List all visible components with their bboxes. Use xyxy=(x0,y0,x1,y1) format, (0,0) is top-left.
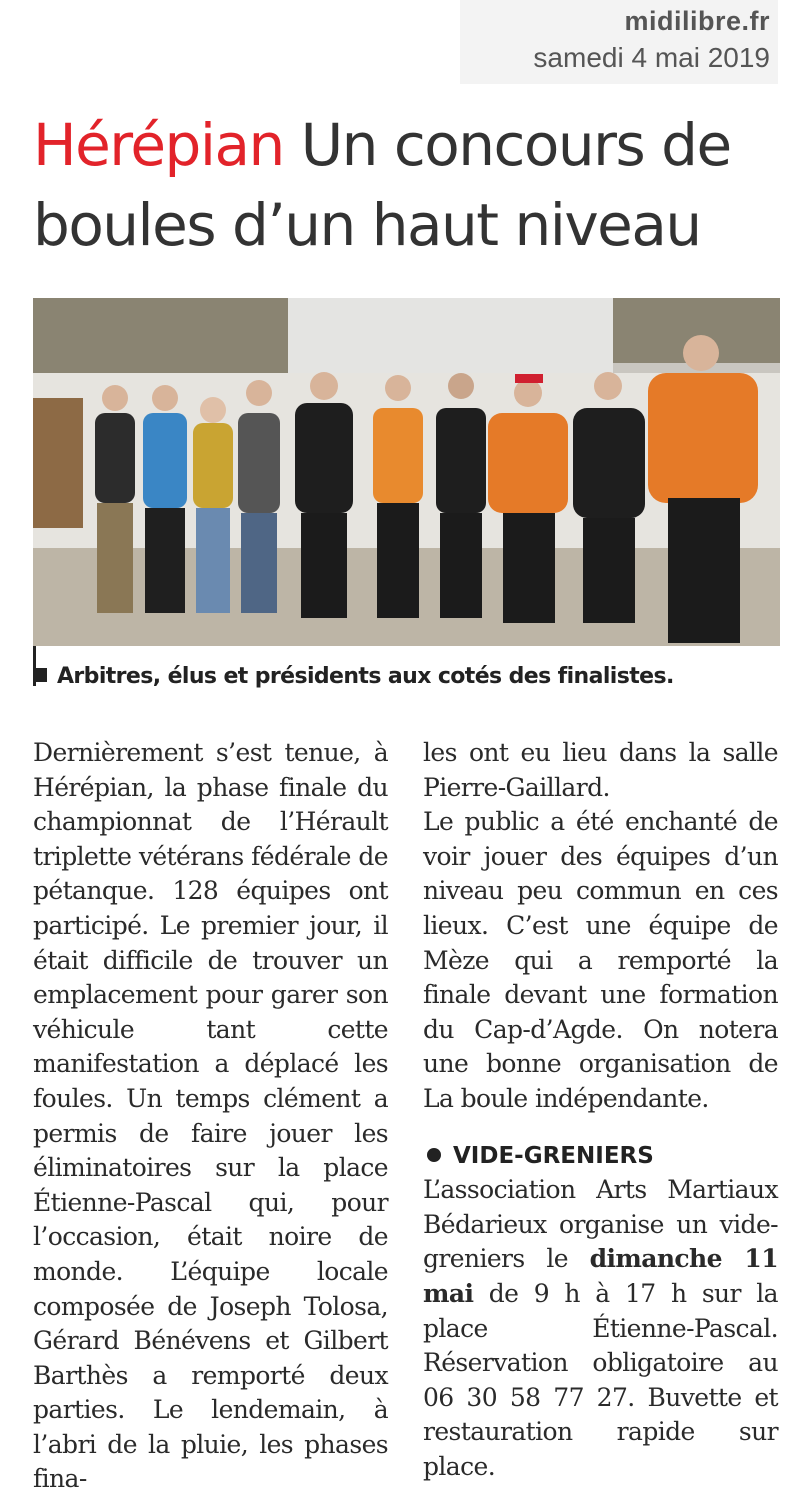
article-paragraph-1: Dernièrement s’est tenue, à Hérépian, la phase finale du championnat de l’Hérault triplette vétérans fédérale de pétanque. 128 équipes ont participé. Le premier jour, il était difficile de trouver un emplacement pour garer son véhicule tant cette manifestation a déplacé les foules. Un temps clément a permis de faire jouer les éliminatoires sur la place Étienne-Pascal qui, pour l’occasion, était noire de monde. L’équipe locale composée de Joseph Tolosa, Gérard Bénévens et Gilbert Barthès a remporté deux parties. Le lendemain, à l’abri de la pluie, les phases fina- xyxy=(33,738,388,1494)
headline-town: Hérépian xyxy=(33,111,284,179)
article-paragraph-2: les ont eu lieu dans la salle Pierre-Gaillard. xyxy=(423,738,778,802)
group-photo xyxy=(33,298,780,646)
caption-bar xyxy=(33,646,36,686)
bullet-icon xyxy=(427,1148,441,1162)
photo-caption xyxy=(33,664,780,689)
brief-text xyxy=(423,1173,778,1484)
brief-date: dimanche 11 mai xyxy=(423,1244,778,1308)
publication-date: samedi 4 mai 2019 xyxy=(533,42,770,73)
brief-heading xyxy=(423,1139,778,1174)
headline-title: Un concours de boules d’un haut niveau xyxy=(33,111,731,259)
article-column-2 xyxy=(423,736,778,1484)
site-name: midilibre.fr xyxy=(624,6,770,36)
brief-heading-text: VIDE-GRENIERS xyxy=(453,1142,654,1169)
article-paragraph-3: Le public a été enchanté de voir jouer des équipes d’un niveau peu commun en ces lieux. C’est une équipe de Mèze qui a remporté la finale devant une formation du Cap-d’Agde. On notera une bonne organisation de La boule indépendante. xyxy=(423,807,778,1113)
masthead xyxy=(460,0,778,84)
caption-text: Arbitres, élus et présidents aux cotés des finalistes. xyxy=(57,664,674,689)
brief-text-2: de 9 h à 17 h sur la place Étienne-Pascal. Réservation obligatoire au 06 30 58 77 27. Buvette et restauration rapide sur place. xyxy=(423,1278,778,1481)
headline xyxy=(33,105,793,265)
article-column-1 xyxy=(33,736,388,1497)
brief-text-1: L’association Arts Martiaux Bédarieux organise un vide-greniers le xyxy=(423,1175,778,1274)
